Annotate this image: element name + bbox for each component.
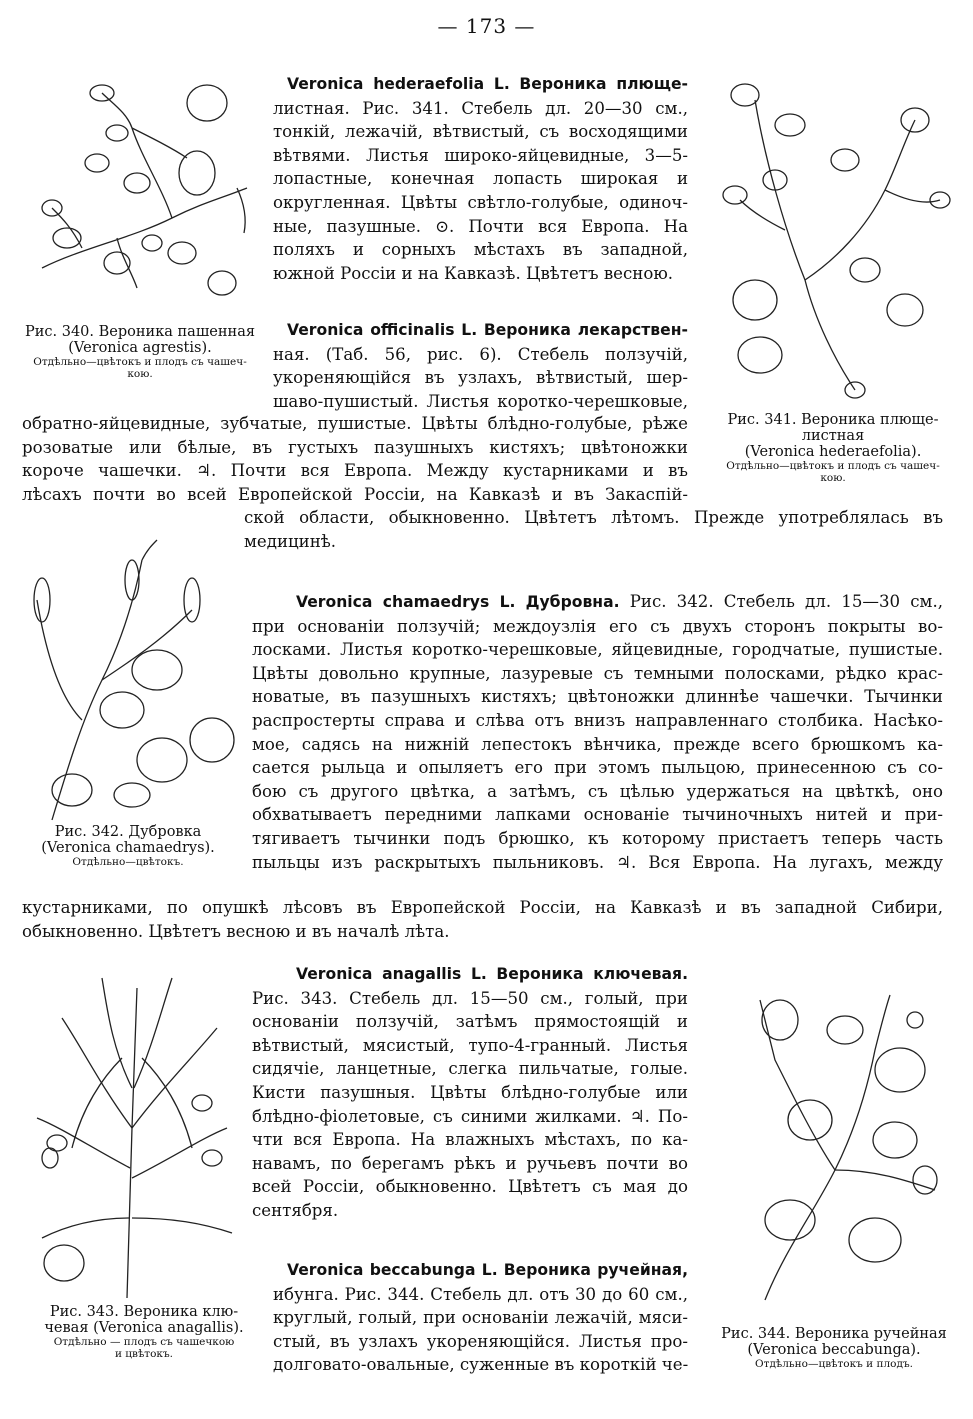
text-line: обхватываетъ передними лапками основаніе тычиночныхъ нитей и при- — [252, 805, 943, 825]
species-name-latin: Veronica hederaefolia L. — [287, 75, 510, 93]
species-name-russian: Вероника ключевая. — [496, 965, 688, 983]
text-line: новатые, въ пазушныхъ кистяхъ; цвѣтоножки длиннѣе чашечки. Тычинки — [252, 687, 943, 707]
text-line: обыкновенно. Цвѣтетъ весною и въ началѣ лѣта. — [22, 921, 450, 941]
text-line: округленная. Цвѣты свѣтло-голубые, одиноч- — [273, 192, 688, 212]
text-line: распростерты справа и слѣва отъ внизъ направленнаго столбика. Насѣко- — [252, 710, 943, 730]
entry-anagallis — [252, 962, 688, 1223]
species-name-russian: Вероника плюще- — [519, 75, 688, 93]
text-line: лосками. Листья коротко-черешковые, яйцевидные, городчатые, пушистые. — [252, 640, 943, 660]
text-line: тонкій, лежачій, вѣтвистый, съ восходящими — [273, 122, 688, 142]
text-line: круглый, голый, при основаніи лежачій, мяси- — [273, 1308, 688, 1328]
figure-341-note-2: кою. — [820, 472, 846, 484]
text-line: шаво-пушистый. Листья коротко-черешковые, — [273, 391, 688, 411]
figure-343-title: Рис. 343. Вероника клю- — [49, 1304, 239, 1320]
figure-344-title: Рис. 344. Вероника ручейная — [721, 1326, 947, 1342]
figure-340-note-2: кою. — [127, 368, 153, 380]
figure-344-latin: (Veronica beccabunga). — [747, 1342, 921, 1358]
entry-beccabunga — [273, 1258, 688, 1377]
figure-344-note: Отдѣльно—цвѣтокъ и плодъ. — [755, 1358, 913, 1370]
figure-340-title: Рис. 340. Вероника пашенная — [24, 324, 256, 340]
text-line: при основаніи ползучій; междоузлія его съ двухъ сторонъ покрыты во- — [252, 616, 943, 636]
text-line: всей Россіи, обыкновенно. Цвѣтетъ съ мая до — [252, 1177, 688, 1197]
figure-341-note: Отдѣльно—цвѣтокъ и плодъ съ чашеч- — [726, 460, 940, 472]
text-line: чти вся Европа. На влажныхъ мѣстахъ, по ка- — [252, 1130, 688, 1150]
figure-342-title: Рис. 342. Дубровка — [54, 824, 202, 840]
species-name-russian: Вероника ручейная, — [503, 1261, 688, 1279]
page-number: — 173 — — [437, 14, 536, 38]
text-line: листная. Рис. 341. Стебель дл. 20—30 см., — [273, 98, 688, 118]
species-name-latin: Veronica officinalis L. — [287, 321, 478, 339]
figure-341-illustration — [715, 80, 955, 400]
entry-officinalis-wide — [22, 412, 688, 506]
text-line: сидячіе, ланцетные, слегка пильчатые, голые. — [252, 1059, 688, 1079]
text-line: основаніи ползучій, затѣмъ прямостоящій и — [252, 1012, 688, 1032]
text-line: Кисти пазушныя. Цвѣты блѣдно-голубые или — [252, 1082, 688, 1102]
text-fragment: Рис. 342. Стебель дл. 15—30 см., — [629, 592, 944, 611]
figure-341-title: Рис. 341. Вероника плюще- — [727, 412, 939, 428]
figure-340-illustration — [22, 78, 262, 318]
text-line: Цвѣты довольно крупные, лазуревые съ темными полосками, рѣдко крас- — [252, 663, 943, 683]
text-line: укореняющійся въ узлахъ, вѣтвистый, шер- — [273, 368, 688, 388]
figure-340-note: Отдѣльно—цвѣтокъ и плодъ съ чашеч- — [33, 356, 247, 368]
text-line: Рис. 343. Стебель дл. 15—50 см., голый, при — [252, 988, 688, 1008]
figure-343-note: Отдѣльно — плодъ съ чашечкою — [53, 1336, 235, 1348]
figure-343-title-2: чевая (Veronica anagallis). — [44, 1320, 244, 1336]
text-line: навамъ, по берегамъ рѣкъ и ручьевъ почти во — [252, 1153, 688, 1173]
species-name-latin: Veronica chamaedrys L. — [296, 593, 516, 611]
species-name-latin: Veronica beccabunga L. — [287, 1261, 498, 1279]
text-line: блѣдно-фіолетовые, съ синими жилками. ♃. По- — [252, 1106, 688, 1126]
figure-344-illustration — [725, 990, 955, 1310]
species-name-russian: Дубровна. — [525, 593, 620, 611]
figure-341-latin: (Veronica hederaefolia). — [744, 444, 922, 460]
figure-342-caption — [22, 824, 234, 868]
text-line: ской области, обыкновенно. Цвѣтетъ лѣтомъ. Прежде употреблялась въ — [244, 508, 943, 527]
text-line: кустарниками, по опушкѣ лѣсовъ въ Европейской Россіи, на Кавказѣ и въ западной Сибири, — [22, 898, 943, 917]
text-line: короче чашечки. ♃. Почти вся Европа. Между кустарниками и въ — [22, 461, 688, 481]
text-line: лѣсахъ почти во всей Европейской Россіи, на Кавказѣ и въ Закаспій- — [22, 484, 688, 504]
figure-343-caption — [22, 1304, 266, 1360]
figure-340-latin: (Veronica agrestis). — [68, 340, 212, 356]
text-line: медицинѣ. — [244, 531, 337, 551]
text-line: сентября. — [252, 1200, 339, 1220]
text-line: лопастные, конечная лопасть широкая и — [273, 169, 688, 189]
text-line: вѣтвями. Листья широко-яйцевидные, 3—5- — [273, 145, 688, 165]
text-line: розоватые или бѣлые, въ густыхъ пазушныхъ кистяхъ; цвѣтоножки — [22, 437, 688, 457]
figure-342-note: Отдѣльно—цвѣтокъ. — [72, 856, 184, 868]
figure-343-illustration — [22, 968, 247, 1298]
text-line: тягиваетъ тычинки подъ брюшко, къ которому пристаетъ теперь часть — [252, 828, 943, 848]
figure-344-caption — [705, 1326, 963, 1370]
text-line: ибунга. Рис. 344. Стебель дл. отъ 30 до 60 см., — [273, 1284, 688, 1304]
text-line: стый, въ узлахъ укореняющійся. Листья про- — [273, 1331, 688, 1351]
species-name-latin: Veronica anagallis L. — [296, 965, 487, 983]
entry-officinalis-right — [244, 506, 943, 553]
entry-officinalis — [273, 318, 688, 413]
figure-343-note-2: и цвѣтокъ. — [114, 1348, 174, 1360]
text-line: сается рыльца и опыляетъ его при этомъ пыльцою, принесенною съ со- — [252, 758, 943, 778]
text-line: бою съ другого цвѣтка, а затѣмъ, съ цѣлью удержаться на цвѣткѣ, оно — [252, 781, 943, 801]
entry-chamaedrys — [252, 590, 943, 874]
figure-341-title-2: листная — [801, 428, 865, 444]
species-name-russian: Вероника лекарствен- — [483, 321, 688, 339]
text-line: долговато-овальные, суженные въ короткій че- — [273, 1355, 689, 1375]
text-line: вѣтвистый, мясистый, тупо-4-гранный. Листья — [252, 1035, 688, 1055]
text-line: обратно-яйцевидные, зубчатые, пушистые. Цвѣты блѣдно-голубые, рѣже — [22, 414, 688, 433]
text-line: южной Россіи и на Кавказѣ. Цвѣтетъ весною. — [273, 263, 674, 283]
text-line: поляхъ и сорныхъ мѣстахъ въ западной, — [273, 240, 688, 260]
figure-340-caption — [18, 324, 262, 380]
entry-chamaedrys-wide — [22, 896, 943, 943]
figure-342-illustration — [22, 540, 237, 820]
text-line: пыльцы изъ раскрытыхъ пыльниковъ. ♃. Вся Европа. На лугахъ, между — [252, 852, 943, 872]
figure-341-caption — [702, 412, 964, 484]
text-line: ная. (Таб. 56, рис. 6). Стебель ползучій, — [273, 344, 688, 364]
figure-342-latin: (Veronica chamaedrys). — [41, 840, 215, 856]
text-line: мое, садясь на нижній лепестокъ вѣнчика, прежде всего брюшкомъ ка- — [252, 734, 943, 754]
entry-hederaefolia — [273, 72, 688, 285]
text-line: ные, пазушные. ⊙. Почти вся Европа. На — [273, 216, 688, 236]
